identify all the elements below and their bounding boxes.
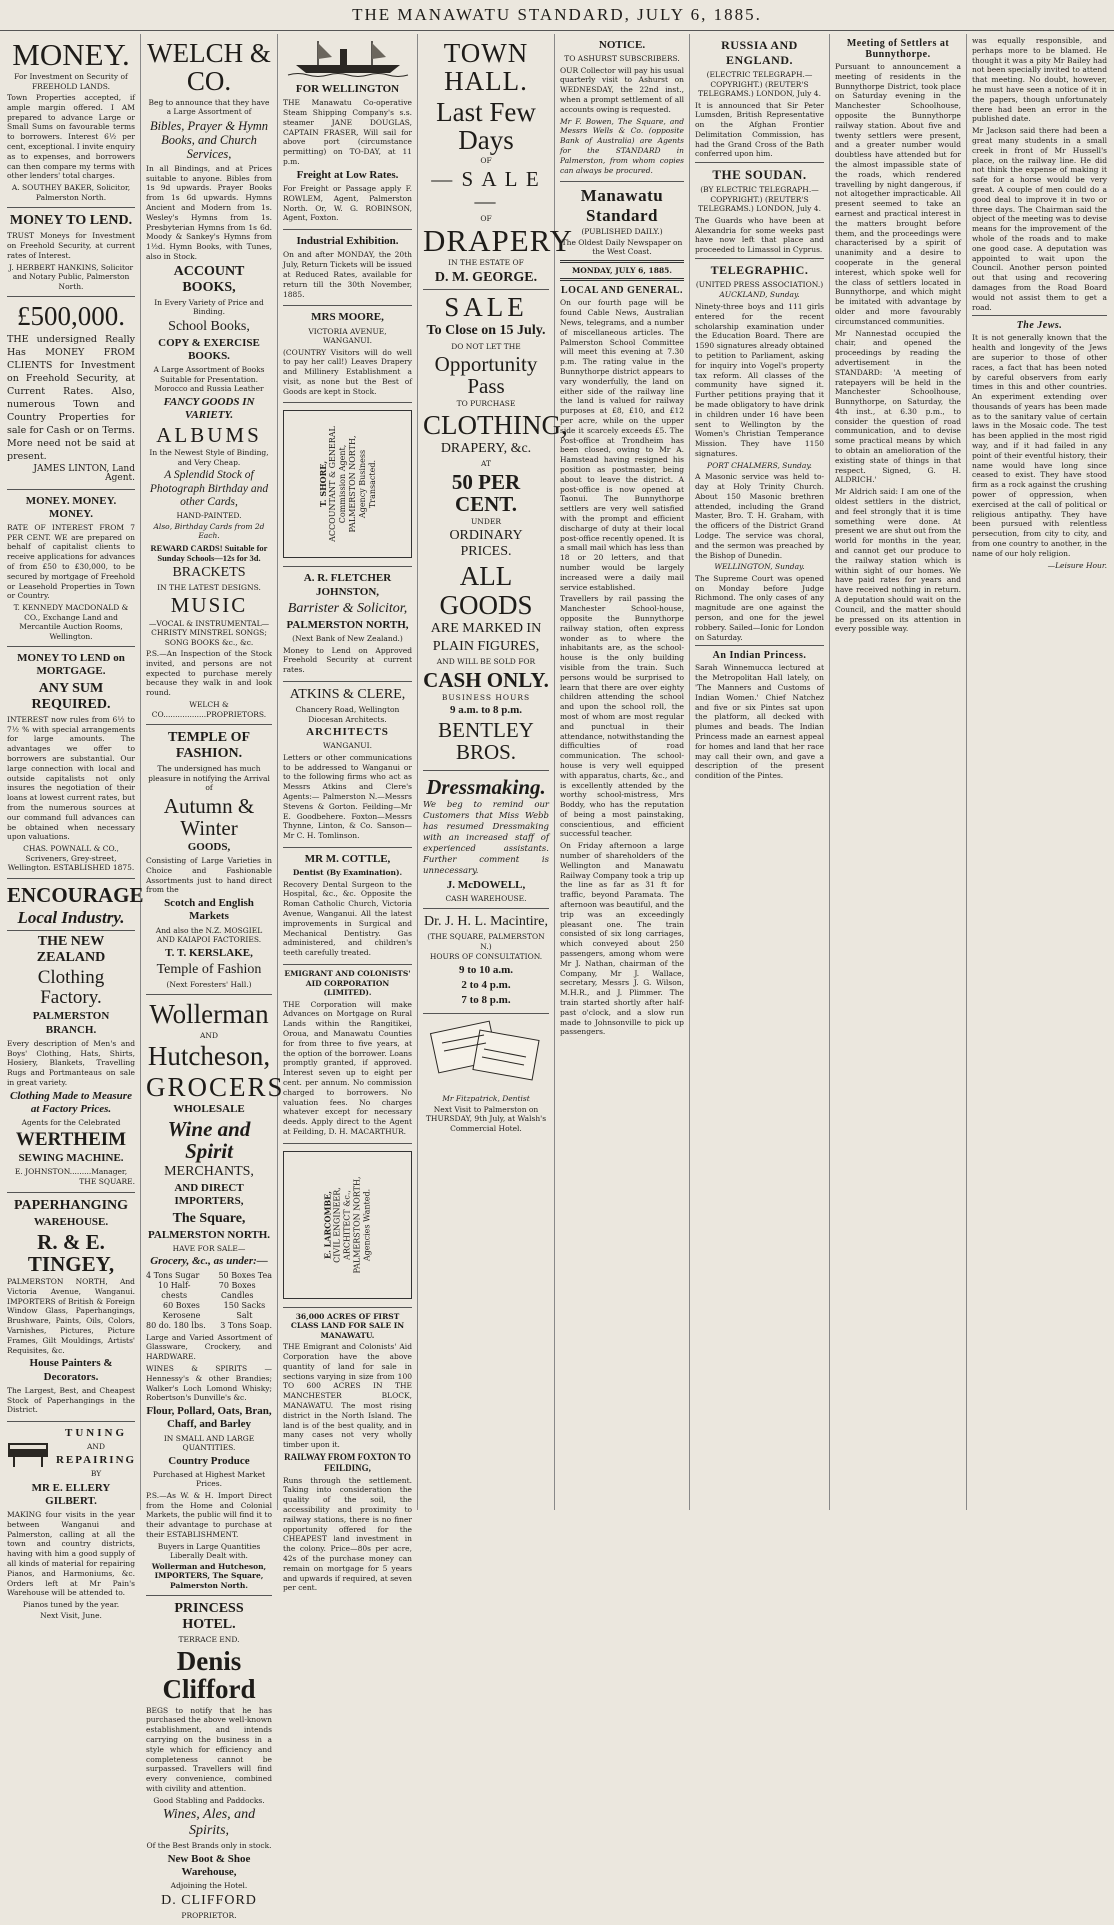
ad-agents: Agents for the Celebrated	[21, 1118, 121, 1128]
ad-gilbert	[7, 1422, 135, 1625]
princess-body: Sarah Winnemucca lectured at the Metropolitan Hall lately, on 'The Manners and Customs of Indian Women.' Chief Natchez and five or six Pintes sat upon the platform, all decked with plumes and beads. The Indian Princess made an earnest appeal for homes and land that her race may call their own, and gave a description of the present condition of the Pintes.	[695, 663, 824, 781]
temple2-sub: (Next Foresters' Hall.)	[166, 979, 252, 989]
ad-body: Consisting of Large Varieties in Choice and Fashionable Assortments just to hand direct from the	[146, 855, 272, 895]
card-line: Agency Business	[357, 450, 367, 519]
acres-title: 36,000 ACRES OF FIRST CLASS LAND FOR SALE IN MANAWATU.	[290, 1311, 405, 1340]
proprietor: PROPRIETOR.	[181, 1910, 237, 1920]
ad-made: Clothing Made to Measure at Factory Prices.	[10, 1089, 132, 1115]
acct-body: In Every Variety of Price and Binding.	[154, 297, 264, 317]
consult-time: 7 to 8 p.m.	[461, 994, 511, 1007]
grocery-cell: 50 Boxes Tea	[218, 1270, 272, 1280]
ind-title: Industrial Exhibition.	[296, 235, 399, 248]
square: THE SQUARE.	[79, 1177, 135, 1187]
meeting-body-3: Mr Aldrich said: I am one of the oldest settlers in the district, and feel strongly that it is time something were done. At present we are shut out from the world for months in the year, and cannot get our produce to the railway station which is within sight of our homes. We have paid rates for years and have received nothing in return. A deputation should wait on the Council, and the matter should be pressed on its attention in every possible way.	[835, 487, 961, 634]
temple2: Temple of Fashion	[156, 961, 262, 977]
pianos-note: Pianos tuned by the year.	[22, 1600, 120, 1610]
freight-body: For Freight or Passage apply F. ROWLEM, Agent, Palmerston North. Or, W. G. ROBINSON, Agent, Foxton.	[283, 183, 412, 223]
scotch: Scotch and English Markets	[164, 897, 254, 923]
notice-body: OUR Collector will pay his usual quarterly visit to Ashurst on WEDNESDAY, the 22nd inst., when a prompt settlement of all accounts owing is requested.	[560, 65, 684, 114]
sale2: SALE	[444, 292, 528, 323]
card-line: Commission Agent,	[337, 445, 347, 524]
steamship-icon	[288, 37, 408, 77]
soudan-body: The Guards who have been at Alexandria for some weeks past have now left that place and proceeded to Limassol in Cyprus.	[695, 215, 824, 255]
albums-body: In the Newest Style of Binding, and Very Cheap.	[149, 448, 269, 467]
macintire: Dr. J. H. L. Macintire,	[423, 914, 549, 930]
ad-subtitle: Local Industry.	[17, 907, 125, 927]
atkins-body: Letters or other communications to be addressed to Wanganui or to the following firms who act as Messrs Atkins and Clere's Agents:— Palmerston N.—Messrs Stevens & Gorton. Feilding—Mr E. Goodbehere. Foxton—Messrs Thynne, Linton, & Co. Sanson—Mr C. H. Tomlinson.	[283, 752, 412, 841]
grocery-cell: 80 do. 180 lbs.	[146, 1320, 206, 1330]
cottle-sub: Dentist (By Examination).	[292, 868, 403, 878]
column-4	[418, 34, 573, 1510]
tuning-row	[7, 1425, 135, 1479]
close: To Close on 15 July.	[426, 323, 546, 339]
ad-pownall	[7, 647, 135, 878]
wertheim-sub: SEWING MACHINE.	[18, 1151, 124, 1164]
section-heading: LOCAL AND GENERAL.	[560, 285, 684, 297]
ad-body: THE undersigned Really Has MONEY FROM CLIENTS for Investment on Freehold Security, at Current Rates. Also, numerous Town and Country Properties for sale for Cash or on Terms. More need not be said at present.	[7, 333, 135, 462]
bentley: BENTLEY BROS.	[438, 718, 534, 765]
cash: CASH ONLY.	[423, 667, 549, 692]
tuning-by: BY	[90, 1469, 102, 1479]
woll-and: AND	[200, 1030, 218, 1040]
grocery-row	[146, 1281, 272, 1301]
ad-atkins	[283, 682, 412, 848]
card-line: Transacted.	[367, 460, 377, 509]
moore-sub: VICTORIA AVENUE, WANGANUI.	[308, 326, 387, 345]
card-line: PALMERSTON NORTH,	[347, 435, 357, 533]
buyers-note: Buyers in Large Quantities Liberally Dealt with.	[157, 1541, 261, 1561]
ad-emigrant-corp	[283, 965, 412, 1144]
under: UNDER	[470, 516, 502, 526]
dress: Dressmaking.	[426, 774, 546, 799]
opportunity: Opportunity Pass	[434, 352, 538, 399]
emig-title: EMIGRANT AND COLONISTS' AID CORPORATION (LIMITED).	[284, 969, 411, 998]
fletcher-palm: PALMERSTON NORTH,	[286, 618, 409, 631]
clothing: CLOTHING,	[423, 409, 568, 440]
factory-name: THE NEW ZEALAND	[36, 934, 106, 966]
topurchase: TO PURCHASE	[456, 399, 516, 409]
card-text	[317, 427, 377, 543]
mac-sub: (THE SQUARE, PALMERSTON N.)	[427, 932, 545, 951]
emig-body: THE Corporation will make Advances on Mortgage on Rural Lands within the Rangitikei, Oroua, and Manawatu Counties for from three to five years, at the option of the borrower. Loans promptly granted, if approved. Interest seven up to eight per cent. per annum. No commission charged to borrowers. No valuation fees. No charges whatever except for necessary deeds. Apply direct to the Agent at Feilding, D. H. MACARTHUR.	[283, 999, 412, 1136]
of: OF	[480, 156, 492, 166]
country-produce: Country Produce	[168, 1454, 250, 1467]
dont: DO NOT LET THE	[451, 341, 521, 351]
ad-body: MAKING four visits in the year between Wanganui and Palmerston, calling at all the town and country districts, having with him a good supply of all kinds of material for repairing Pianos, and Harmoniums, &c. Orders left at Mr Pain's Warehouse will be attended to.	[7, 1509, 135, 1598]
ad-acres	[283, 1308, 412, 1599]
autumn-winter: Autumn & Winter	[163, 793, 255, 840]
ad-signature: T. KENNEDY MACDONALD & CO., Exchange Land and Mercantile Auction Rooms, Wellington.	[13, 603, 129, 641]
ad-signature: JAMES LINTON, Land Agent.	[33, 463, 135, 483]
ad-body: TRUST Moneys for Investment on Freehold Security, at current rates of Interest.	[7, 231, 135, 260]
ad-title: MONEY.	[12, 37, 130, 72]
soudan-heading: THE SOUDAN.	[712, 167, 807, 183]
meeting-heading: Meeting of Settlers at Bunnythorpe.	[846, 38, 950, 60]
clifford: D. CLIFFORD	[161, 1892, 257, 1908]
townhall: TOWN HALL.	[443, 38, 529, 97]
masthead: THE MANAWATU STANDARD, JULY 6, 1885.	[0, 0, 1114, 31]
ad-moore	[283, 306, 412, 403]
princess-heading: An Indian Princess.	[712, 650, 807, 662]
divider	[560, 260, 684, 263]
mcdowell: J. McDOWELL,	[446, 878, 526, 891]
freight: Freight at Low Rates.	[296, 168, 399, 181]
terrace: TERRACE END.	[178, 1635, 240, 1645]
ship-body: THE Manawatu Co-operative Steam Shipping Company's s.s. steamer JANE DOUGLAS, CAPTAIN FRASER, Will sail for above port (circumstance permitting) on TO-DAY, at 11 p.m.	[283, 98, 412, 166]
ad-linton	[7, 297, 135, 489]
of2: OF	[480, 213, 492, 223]
tele-sub: (UNITED PRESS ASSOCIATION.)	[695, 279, 824, 289]
at: AT	[480, 459, 491, 469]
brackets-title: BRACKETS	[172, 564, 246, 580]
consult-hours	[423, 964, 549, 1008]
grocery-cell: 4 Tons Sugar	[146, 1270, 200, 1280]
column-5	[555, 34, 690, 1510]
russia-body: It is announced that Sir Peter Lumsden, British Representative on the Afghan Frontier Delimitation Commission, has had the Grand Cross of the Bath conferred upon him.	[695, 100, 824, 159]
factory-sub: Clothing Factory.	[37, 967, 105, 1009]
ad-subtitle: For Investment on Security of FREEHOLD LANDS.	[14, 72, 128, 91]
poster-label: Mr Fitzpatrick, Dentist	[442, 1094, 530, 1104]
drapery2: DRAPERY, &c.	[440, 440, 532, 456]
direct: AND DIRECT IMPORTERS,	[174, 1182, 244, 1208]
ad-tingey	[7, 1193, 135, 1423]
ad-bibles: Bibles, Prayer & Hymn Books, and Church Services,	[149, 118, 269, 162]
grocers: GROCERS	[146, 1071, 285, 1102]
ad-exhibition	[283, 230, 412, 306]
music-title: MUSIC	[170, 593, 248, 618]
dress-body: We beg to remind our Customers that Miss Webb has resumed Dressmaking with an increased staff of experienced assistants. Further comment is unnecessary.	[423, 799, 549, 876]
ad-clothing-factory	[7, 879, 144, 1193]
grocery-cell: 150 Sacks Salt	[223, 1300, 266, 1320]
marked: ARE MARKED IN	[430, 621, 542, 636]
sale: — S A L E —	[431, 166, 541, 213]
card-line: ARCHITECT &c.,	[342, 1189, 352, 1260]
wine-spirit: Wine and Spirit	[167, 1117, 251, 1164]
ad-body: RATE OF INTEREST FROM 7 PER CENT. WE are prepared on behalf of capitalist clients to receive applications for advances of from £50 to £30,000, to be secured by mortgage of Freehold or Leasehold Properties in Town or Country.	[7, 522, 135, 601]
ad-signature: A. SOUTHEY BAKER, Solicitor, Palmerston North.	[11, 183, 131, 202]
wines2-sub: Of the Best Brands only in stock.	[146, 1841, 272, 1851]
flour: Flour, Pollard, Oats, Bran, Chaff, and Barley	[146, 1405, 272, 1431]
mcdowell-sub: CASH WAREHOUSE.	[445, 893, 527, 903]
ad-temple-fashion	[146, 725, 272, 995]
grocery-table	[146, 1271, 272, 1331]
hotel-name: PRINCESS HOTEL.	[174, 1601, 244, 1633]
albums-title: ALBUMS	[156, 423, 262, 448]
ad-signature: CHAS. POWNALL & CO., Scriveners, Grey-street, Wellington. ESTABLISHED 1875.	[7, 844, 135, 873]
ad-wollerman	[146, 995, 285, 1596]
ind-body: On and after MONDAY, the 20th July, Return Tickets will be issued at Reduced Rates, available for return till the 30th November, 1885.	[283, 250, 412, 299]
notice-ashurst	[560, 34, 684, 182]
school-title: School Books,	[168, 318, 250, 334]
mosgiel: And also the N.Z. MOSGIEL AND KAIAPOI FACTORIES.	[155, 925, 263, 945]
fletcher-name: A. R. FLETCHER JOHNSTON,	[303, 572, 392, 598]
notice-sub: TO ASHURST SUBSCRIBERS.	[564, 54, 680, 64]
fletcher-body: Money to Lend on Approved Freehold Security at current rates.	[283, 645, 412, 675]
column-3	[278, 34, 418, 1593]
music-body: —VOCAL & INSTRUMENTAL— CHRISTY MINSTREL SONGS; SONG BOOKS &c., &c.	[148, 618, 270, 647]
column-6	[690, 34, 830, 1510]
consult-time: 2 to 4 p.m.	[461, 979, 511, 992]
ad-cottle	[283, 848, 412, 965]
ad-shipping	[283, 34, 412, 230]
cottle-title: MR M. COTTLE,	[304, 852, 391, 865]
russia-sub: (ELECTRIC TELEGRAPH.—COPYRIGHT.) (REUTER'S TELEGRAMS.) LONDON, July 4.	[698, 70, 821, 98]
ps2-note: P.S.—As W. & H. Import Direct from the Home and Colonial Markets, the public will find it to their advantage to purchase at their ESTABLISHMENT.	[146, 1490, 272, 1539]
cottle-body: Recovery Dental Surgeon to the Hospital, &c., &c. Opposite the Roman Catholic Church, Victoria Avenue, Wanganui. All the latest improvements in Surgical and Mechanical Dentistry. Gas administered, and children's teeth carefully treated.	[283, 879, 412, 958]
copy-title: COPY & EXERCISE BOOKS.	[158, 337, 260, 363]
dateline-wellington: WELLINGTON, Sunday.	[714, 562, 805, 572]
soudan-sub: (BY ELECTRIC TELEGRAPH.—COPYRIGHT.) (REUTER'S TELEGRAMS.) LONDON, July 4.	[698, 185, 821, 214]
kerslake: T. T. KERSLAKE,	[165, 946, 253, 959]
tele-body: Ninety-three boys and 111 girls entered for the recent scholarship examination under the Education Board. There are 1590 signatures already obtained to petition to Parliament, asking for inquiry into Vogel's property tax reform. All classes of the community have signed it. Further petitions praying that it be made obligatory to have drink in children under 16 have been sent to Wellington by the Women's Christian Temperance Mission. They have 1150 signatures.	[695, 301, 824, 458]
barrister: Barrister & Solicitor,	[287, 600, 408, 616]
ad-body: BEGS to notify that he has purchased the above well-known establishment, and intends carrying on the business in a style which for efficiency and completeness cannot be surpassed. Travellers will find every convenience, combined with civility and attention.	[146, 1705, 272, 1793]
published: (PUBLISHED DAILY.)	[581, 227, 663, 237]
ad-house: House Painters & Decorators.	[29, 1357, 113, 1383]
card-line: PALMERSTON NORTH,	[352, 1176, 362, 1274]
piano-icon	[6, 1435, 50, 1469]
repairing-label: REPAIRING	[55, 1453, 137, 1466]
ad-body: Every description of Men's and Boys' Clothing, Hats, Shirts, Hosiery, Blankets, Travelling Rugs and Portmanteaus on sale in great variety.	[7, 1038, 135, 1087]
ad-intro: The undersigned has much pleasure in notifying the Arrival of	[148, 764, 270, 793]
divider	[972, 315, 1107, 316]
square: The Square,	[172, 1210, 246, 1226]
oldest: The Oldest Daily Newspaper on the West Coast.	[561, 237, 683, 257]
welch-sign: WELCH & CO..................PROPRIETORS.	[151, 700, 267, 719]
consult: HOURS OF CONSULTATION.	[429, 952, 543, 962]
ad-money-to-lend	[7, 208, 135, 297]
ad-town-hall-sale	[423, 34, 573, 771]
ad-money-baker	[7, 34, 135, 208]
card-text	[322, 1176, 372, 1273]
stabling: Good Stabling and Paddocks.	[153, 1795, 265, 1805]
fletcher-next: (Next Bank of New Zealand.)	[292, 634, 403, 644]
divider	[695, 645, 824, 646]
drapery: DRAPERY	[423, 223, 573, 259]
grocery: Grocery, &c., as under:—	[150, 1255, 268, 1268]
ad-title: TEMPLE OF FASHION.	[167, 730, 251, 762]
grocery-row	[146, 1271, 272, 1281]
lastfew: Last Few Days	[436, 96, 536, 156]
ad-signature: J. HERBERT HANKINS, Solicitor and Notary Public, Palmerston North.	[8, 262, 134, 291]
ship-for: FOR WELLINGTON	[295, 83, 400, 95]
ad-subtitle: WAREHOUSE.	[33, 1215, 109, 1228]
card-line: ACCOUNTANT & GENERAL	[327, 426, 337, 543]
ad-dressmaking	[423, 771, 549, 910]
railway-body: Runs through the settlement. Taking into consideration the quality of the soil, the accessibility and proximity to railway stations, there is no finer opportunity offered for the CHEAPEST land investment in the colony. Price—80s per acre, 42s of the purchase money can remain on mortgage for 5 years and upwards if required, at seven per cent.	[283, 1475, 412, 1593]
denis: Denis Clifford	[162, 1645, 256, 1705]
ordinary: ORDINARY PRICES.	[449, 528, 523, 560]
ad-welch	[146, 34, 272, 725]
column-7	[830, 34, 967, 1510]
ad-stock: The Largest, Best, and Cheapest Stock of Paperhangings in the District.	[7, 1385, 135, 1415]
goods: GOODS,	[187, 840, 231, 853]
meeting-continued-2: Mr Jackson said there had been a great many students in a small creek in front of Mr Hussell's place, on the railway line. He did not think the expense of making it safe for a horse would be very great. A couple of men could do a good deal to improve it in two or three days. The Chairman said the object of the meeting was to devise means for the improvement of the whole of the roads and to make one good case. A deputation was appointed to wait upon the Council. Another person pointed out that using and recovering damages from the Road Board would not assist them to get a road.	[972, 126, 1107, 312]
brackets-body: IN THE LATEST DESIGNS.	[157, 582, 261, 592]
flour-sub: IN SMALL AND LARGE QUANTITIES.	[163, 1433, 255, 1453]
birthday-cards: Also, Birthday Cards from 2d Each.	[153, 521, 265, 541]
acres-body: THE Emigrant and Colonists' Aid Corporation have the above quantity of land for sale in sections varying in size from 100 TO 600 ACRES IN THE MANCHESTER BLOCK, MANAWATU. The most rising district in the North Island. The land is of the best quality, and in many cases not very wholly timber upon it.	[283, 1342, 412, 1450]
rotated-card	[283, 410, 412, 558]
notice-title: NOTICE.	[598, 39, 646, 51]
allgoods: ALL GOODS	[439, 561, 533, 620]
ad-subtitle: ANY SUM REQUIRED.	[31, 680, 111, 712]
handpainted: HAND-PAINTED.	[176, 511, 242, 521]
posters-illustration	[426, 1017, 546, 1089]
wertheim-title: WERTHEIM	[15, 1128, 127, 1150]
dateline-portchal: PORT CHALMERS, Sunday.	[707, 460, 812, 470]
fifty: 50 PER CENT.	[451, 469, 521, 516]
hours: BUSINESS HOURS	[441, 692, 531, 702]
boot-shoe: New Boot & Shoe Warehouse,	[167, 1852, 251, 1879]
pres-body: A Large Assortment of Books Suitable for Presentation. Morocco and Russia Leather	[153, 365, 265, 394]
manager: E. JOHNSTON.........Manager,	[14, 1166, 128, 1176]
woll-importers: Wollerman and Hutcheson, IMPORTERS, The Square, Palmerston North.	[151, 1561, 267, 1590]
ad-macdonald	[7, 490, 135, 648]
divider	[695, 258, 824, 259]
ad-larcombe-card	[283, 1144, 412, 1308]
ad-title: £500,000.	[17, 301, 125, 332]
column-8	[967, 34, 1112, 1510]
wines-spirits: WINES & SPIRITS — Hennessy's & other Brandies; Walker's Loch Lomond Whisky; Robertson's Dunville's &c.	[146, 1363, 272, 1403]
grocery-cell: 10 Half-chests	[157, 1280, 191, 1300]
agent-note: Mr F. Bowen, The Square, and Messrs Wells & Co. (opposite Bank of Australia) are Agents for the STANDARD in Palmerston, from whom copies can always be procured.	[560, 116, 684, 175]
hut-title: Hutcheson,	[147, 1041, 271, 1072]
wines2: Wines, Ales, and Spirits,	[162, 1807, 256, 1839]
ad-macintire	[423, 909, 549, 1014]
estate: IN THE ESTATE OF	[448, 258, 524, 268]
next-visit: Next Visit to Palmerston on THURSDAY, 9th July, at Walsh's Commercial Hotel.	[425, 1104, 547, 1133]
divider	[695, 162, 824, 163]
atkins-w: WANGANUI.	[323, 741, 372, 751]
consult-time: 9 to 10 a.m.	[458, 963, 514, 976]
have-for-sale: HAVE FOR SALE—	[172, 1243, 246, 1253]
next-visit: Next Visit, June.	[40, 1610, 102, 1620]
george: D. M. GEORGE.	[434, 269, 538, 285]
credit: —Leisure Hour.	[1047, 560, 1107, 570]
issue-date: MONDAY, JULY 6, 1885.	[571, 265, 673, 275]
merchants: MERCHANTS,	[164, 1164, 254, 1180]
column-1	[2, 34, 144, 1620]
ad-title: MONEY TO LEND.	[9, 213, 133, 229]
column-2	[141, 34, 285, 1920]
card-line: T. SHORE,	[317, 461, 328, 508]
ad-body: Town Properties accepted, if ample margin offered. I AM prepared to advance Large or Small Sums on favourable terms to borrowers. Interest 6½ per cent, exceptional. I invite enquiry as to expenses, and borrowers can then compare my terms with other lenders' total charges.	[7, 93, 135, 181]
ad-fletcher	[283, 567, 412, 682]
ad-body: INTEREST now rules from 6½ to 7½ % with special arrangements for large amounts. The advantages we offer to borrowers are substantial. Our large connection with local and outside capitalists not only insures the negotiation of their loans at lowest current rates, but from the numerous sources at our command full advances can be obtained when necessary upon valuations.	[7, 714, 135, 842]
card-line: E. LARCOMBE,	[322, 1190, 333, 1259]
hours-val: 9 a.m. to 8 p.m.	[449, 704, 523, 717]
jews-heading: The Jews.	[1016, 320, 1063, 332]
boot-sub: Adjoining the Hotel.	[170, 1881, 248, 1891]
ps-note: P.S.—An Inspection of the Stock invited, and persons are not expected to purchase merely because they walk in and look round.	[146, 649, 272, 698]
grocery-cell: 60 Boxes Kerosene	[162, 1300, 201, 1320]
ad-intro: Beg to announce that they have a Large Assortment of	[148, 97, 270, 117]
woll-title: Wollerman	[149, 999, 269, 1030]
article-body: On our fourth page will be found Cable News, Australian News, telegrams, and a number of miscellaneous articles. The Palmerston School Committee will meet this evening at 7.30 p.m. The rating value in the Bunnythorpe district appears to vary wonderfully, the land on either side of the railway line the land is valued for railway purposes at £8, £10, and £12 per acre, while on the upper side it scarcely exceeds £5. The Post-office at Trondheim has been closed, owing to Mr A. Hamstead having resigned his position as postmaster, being about to leave the district. A post-office is now opened at Taonui. The Bunnythorpe settlers are very well satisfied with the prompt and efficient discharge of duty at their local post-office recently opened. It is a small mail which has less than 18 or 20 letters, and that number would be largely increased were a daily mail service established.	[560, 298, 684, 592]
divider	[423, 289, 549, 290]
ad-body: In all Bindings, and at Prices suitable to anyone. Bibles from 1s 9d upwards. Prayer Books from 1s 6d upwards. Hymns Ancient and Modern from 1s. Wesley's Hymns from 1s. Presbyterian Hymns from 1s 6d. Moody & Sankey's Hymns from 1½d. Hymn Books, with Tunes, also in Stock.	[146, 163, 272, 261]
architects: ARCHITECTS	[306, 726, 389, 739]
railway: RAILWAY FROM FOXTON TO FEILDING,	[284, 1451, 411, 1473]
fancy-goods: FANCY GOODS IN VARIETY.	[163, 395, 255, 422]
ad-title: ENCOURAGE	[7, 882, 144, 907]
tuning-label: TUNING	[65, 1427, 128, 1440]
article-body-2: Travellers by rail passing the Manchester School-house, opposite the Bunnythorpe railway station, often express wonder as to where the inhabitants are, as the school-house is the only building visible from the train. Such persons would be surprised to learn that there are over eighty children attending the school and upon the school roll, the most of whom are most regular and punctual in their attendance, notwithstanding the difficulties of road communication. The school-house is very well equipped with apparatus, charts, &c., and is excellently attended by the worthy school-mistress, Mrs Boddy, who has the reputation of being a most painstaking, conscientious, and efficient successful teacher.	[560, 594, 684, 839]
palm: PALMERSTON NORTH.	[147, 1228, 271, 1241]
ad-title: PAPERHANGING	[13, 1197, 129, 1213]
meeting-body: Pursuant to announcement a meeting of residents in the Bunnythorpe District, took place on Saturday evening in the Manchester Schoolhouse, opposite the Bunnythorpe railway station. About five and twenty settlers were present, and a greater number would doubtless have attended but for the almost impassible state of the roads, which rendered travelling by night dangerous, if not altogether impracticable. All present seemed to take an earnest and practical interest in the matters brought before them, and the proceedings were characterised by a spirit of unanimity and a desire to cooperate in the general interest, which spoke well for the class of settlers located in Bunnythorpe, and which might be imitated with advantage by older and more favourably circumstanced communities.	[835, 62, 961, 326]
grocery-row	[146, 1321, 272, 1331]
firm-name: R. & E. TINGEY,	[27, 1229, 115, 1277]
moore-body: (COUNTRY Visitors will do well to pay her call!) Leaves Drapery and Millinery Establishment a visit, as none but the Best of Goods are kept in Stock.	[283, 347, 412, 396]
portchal-body: A Masonic service was held to-day at Holy Trinity Church. About 150 Masonic brethren attended, including the Grand Master, Bro. T. H. Graham, with the officers of the District Grand Lodge. The service was choral, and the sermon was preached by the Bishop of Dunedin.	[695, 472, 824, 560]
card-line: CIVIL ENGINEER,	[332, 1186, 342, 1263]
grocery-cell: 3 Tons Soap.	[220, 1320, 272, 1330]
factory-branch: PALMERSTON BRANCH.	[32, 1010, 110, 1036]
wholesale: WHOLESALE	[173, 1102, 245, 1115]
atkins-sub: Chancery Road, Wellington Diocesan Architects.	[295, 705, 400, 724]
willsold: AND WILL BE SOLD FOR	[436, 657, 536, 667]
ad-dentist-notice	[423, 1014, 549, 1138]
rotated-card	[283, 1151, 412, 1299]
moore-title: MRS MOORE,	[311, 311, 384, 324]
divider	[560, 278, 684, 281]
ad-shore-card	[283, 403, 412, 567]
ad-title: MONEY TO LEND on MORTGAGE.	[17, 652, 125, 678]
ad-body: PALMERSTON NORTH, And Victoria Avenue, Wanganui. IMPORTERS of British & Foreign Window Glass, Paperhangings, Brushware, Paints, Oils, Colors, Varnishes, Pictures, Picture Frames, Gilt Mouldings, Artists' Requisites, &c.	[7, 1277, 135, 1355]
plain: PLAIN FIGURES,	[432, 639, 540, 655]
telegraphic-heading: TELEGRAPHIC.	[710, 262, 809, 277]
article-body-3: On Friday afternoon a large number of shareholders of the Wellington and Manawatu Railway Company took a trip up the line as far as 31 ft for traffic, beyond Paramata. The afternoon was beautiful, and the trip was an exceedingly pleasant one. The train consisted of six long carriages, which conveyed about 250 passengers, among whom were Mr J. Nathan, chairman of the Company, Mr J. Wallace, secretary, Messrs J. G. Wilson, M.H.R., and J. Plimmer. The train started shortly after half-past o'clock, and a slow run made to Johnsonville to pick up passengers.	[560, 841, 684, 1037]
jews-body: It is not generally known that the health and longevity of the Jews are superior to those of other races, a fact that has been noted by careful observers from early times in this and other countries. An experiment extending over thousands of years has been made as to the sanitary value of certain laws in the Mosaic code. The test has been applied in the most rigid way, and if it had failed in any point of their eventful history, their name would have long since ceased to exist. They have stood firm as a rock against the crushing power of oppression, when exercised at the call of political or religious antipathy. They have been pursued with relentless persecution, from city to city, and from one country to another, in the name of our holy religion.	[972, 333, 1107, 558]
photo-cards: A Splendid Stock of Photograph Birthday and other Cards,	[149, 469, 269, 508]
reward-cards: REWARD CARDS! Suitable for Sunday Schools—12s for 3d.	[150, 542, 268, 563]
card-line: Agencies Wanted.	[362, 1188, 372, 1261]
newspaper-flag: Manawatu Standard	[580, 186, 664, 226]
atkins-title: ATKINS & CLERE,	[289, 687, 406, 703]
acct-title: ACCOUNT BOOKS,	[173, 263, 245, 295]
divider	[7, 930, 135, 931]
ad-princess-hotel	[146, 1596, 272, 1925]
tuning-and: AND	[87, 1442, 105, 1452]
grocery-cell: 70 Boxes Candles	[218, 1280, 256, 1300]
ad-title: MONEY. MONEY. MONEY.	[25, 494, 117, 520]
country-body: Purchased at Highest Market Prices.	[152, 1469, 266, 1489]
gilbert-name: MR E. ELLERY GILBERT.	[31, 1481, 111, 1507]
wellington-body: The Supreme Court was opened on Monday before Judge Richmond. The only cases of any magnitude are one against the person, and one for the jewel robbery. Sailed—Ionic for London on Saturday.	[695, 573, 824, 642]
dateline-auckland: AUCKLAND, Sunday.	[719, 290, 800, 300]
grocery-row	[146, 1301, 272, 1321]
glassware: Large and Varied Assortment of Glassware, Crockery, and HARDWARE.	[146, 1332, 272, 1362]
ad-title: WELCH & CO.	[147, 38, 271, 97]
meeting-body-2: Mr Nannestad occupied the chair, and opened the proceedings by reading the advertisement in the STANDARD: 'A meeting of ratepayers will be held in the Manchester Schoolhouse, Bunnythorpe, on Saturday, the 4th inst., at 6.30 p.m., to consider the question of road communication, and to devise some practical means by which to obtain an amelioration of the existing state of things in that respect. Signed, G. H. ALDRICH.'	[835, 328, 961, 485]
russia-heading: RUSSIA AND ENGLAND.	[721, 38, 798, 67]
meeting-continued: was equally responsible, and perhaps more to be blamed. He thought it was a pity Mr Bailey had not been specially invited to attend that meeting. No doubt, however, he must have seen a notice of it in the papers, though unfortunately there had been an error in the published date.	[972, 36, 1107, 124]
